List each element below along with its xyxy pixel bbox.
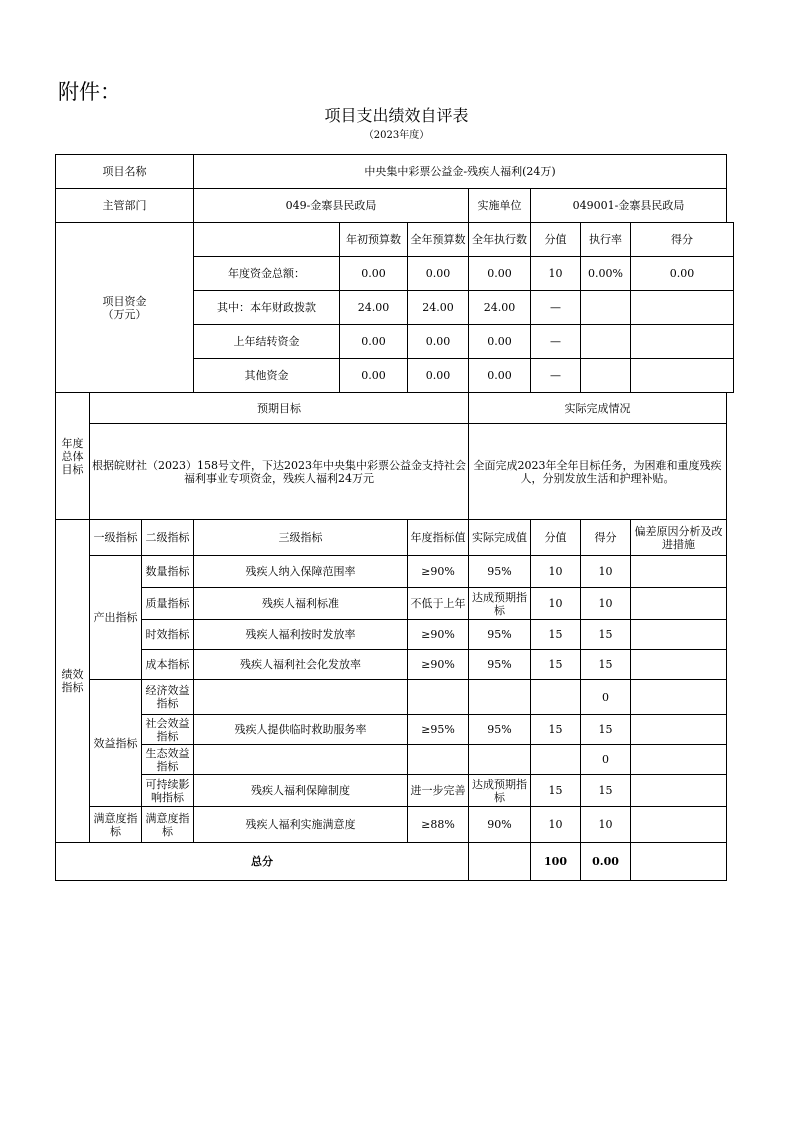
funds-header-blank <box>194 223 340 257</box>
level3-indicator <box>194 745 408 775</box>
goals-label: 年度总体目标 <box>56 393 90 520</box>
got-value: 15 <box>581 650 631 680</box>
actual-text: 全面完成2023年全年目标任务，为困难和重度残疾人，分别发放生活和护理补贴。 <box>469 424 727 520</box>
funds-value-cell: 24.00 <box>469 291 531 325</box>
got-value: 10 <box>581 556 631 588</box>
level1-indicator: 满意度指标 <box>90 807 142 843</box>
deviation-note <box>631 680 727 715</box>
table-row <box>56 155 734 189</box>
indicator-header-cell: 一级指标 <box>90 520 142 556</box>
indicator-header-cell: 三级指标 <box>194 520 408 556</box>
indicator-header-cell: 年度指标值 <box>408 520 469 556</box>
indicator-header-cell: 分值 <box>531 520 581 556</box>
actual-value: 达成预期指标 <box>469 775 531 807</box>
total-got: 0.00 <box>581 843 631 881</box>
level2-indicator: 时效指标 <box>142 620 194 650</box>
funds-value-cell <box>581 359 631 393</box>
funds-value-cell <box>631 291 734 325</box>
deviation-note <box>631 556 727 588</box>
target-value: ≥90% <box>408 620 469 650</box>
funds-header-cell: 全年执行数 <box>469 223 531 257</box>
table-row <box>56 520 734 556</box>
table-row <box>56 680 734 715</box>
target-value: ≥95% <box>408 715 469 745</box>
level2-indicator: 经济效益指标 <box>142 680 194 715</box>
total-score: 100 <box>531 843 581 881</box>
funds-value-cell: 0.00% <box>581 257 631 291</box>
table-row <box>56 424 734 520</box>
funds-value-cell: — <box>531 291 581 325</box>
unit-label: 实施单位 <box>469 189 531 223</box>
funds-row-label: 其中：本年财政拨款 <box>194 291 340 325</box>
level3-indicator: 残疾人福利标准 <box>194 588 408 620</box>
page-title: 项目支出绩效自评表 <box>324 106 469 125</box>
funds-row-label: 其他资金 <box>194 359 340 393</box>
table-row <box>56 715 734 745</box>
funds-value-cell <box>631 359 734 393</box>
level3-indicator <box>194 680 408 715</box>
level2-indicator: 质量指标 <box>142 588 194 620</box>
level3-indicator: 残疾人福利按时发放率 <box>194 620 408 650</box>
funds-header-cell: 年初预算数 <box>340 223 408 257</box>
indicator-header-cell: 得分 <box>581 520 631 556</box>
funds-header-cell: 执行率 <box>581 223 631 257</box>
indicators-label: 绩效指标 <box>56 520 90 843</box>
actual-value <box>469 680 531 715</box>
actual-value <box>469 745 531 775</box>
funds-value-cell: — <box>531 359 581 393</box>
page-subtitle: （2023年度） <box>363 130 430 141</box>
table-body <box>56 155 734 881</box>
deviation-note <box>631 775 727 807</box>
deviation-note <box>631 620 727 650</box>
actual-header: 实际完成情况 <box>469 393 727 424</box>
funds-value-cell: 24.00 <box>340 291 408 325</box>
funds-value-cell: 10 <box>531 257 581 291</box>
unit-value: 049001-金寨县民政局 <box>531 189 727 223</box>
table-row <box>56 843 734 881</box>
table-row <box>56 775 734 807</box>
table-row <box>56 223 734 257</box>
level2-indicator: 成本指标 <box>142 650 194 680</box>
deviation-note <box>631 715 727 745</box>
table-row <box>56 189 734 223</box>
target-value: ≥90% <box>408 556 469 588</box>
dept-value: 049-金寨县民政局 <box>194 189 469 223</box>
score-value: 15 <box>531 620 581 650</box>
dept-label: 主管部门 <box>56 189 194 223</box>
level2-indicator: 数量指标 <box>142 556 194 588</box>
level3-indicator: 残疾人福利社会化发放率 <box>194 650 408 680</box>
deviation-note <box>631 807 727 843</box>
table-row <box>56 588 734 620</box>
table-row <box>56 745 734 775</box>
level2-indicator: 生态效益指标 <box>142 745 194 775</box>
funds-value-cell <box>581 291 631 325</box>
table-row <box>56 650 734 680</box>
score-value <box>531 745 581 775</box>
funds-value-cell <box>631 325 734 359</box>
actual-value: 95% <box>469 620 531 650</box>
table-row <box>56 556 734 588</box>
got-value: 10 <box>581 807 631 843</box>
deviation-note <box>631 588 727 620</box>
actual-value: 95% <box>469 556 531 588</box>
total-blank <box>469 843 531 881</box>
level2-indicator: 满意度指标 <box>142 807 194 843</box>
funds-header-cell: 得分 <box>631 223 734 257</box>
score-value: 10 <box>531 588 581 620</box>
funds-value-cell: 0.00 <box>469 325 531 359</box>
funds-value-cell: 0.00 <box>469 359 531 393</box>
funds-value-cell: 0.00 <box>631 257 734 291</box>
funds-label: 项目资金 （万元） <box>56 223 194 393</box>
actual-value: 95% <box>469 715 531 745</box>
actual-value: 95% <box>469 650 531 680</box>
funds-header-cell: 全年预算数 <box>408 223 469 257</box>
got-value: 0 <box>581 680 631 715</box>
funds-value-cell: 0.00 <box>408 257 469 291</box>
level3-indicator: 残疾人福利实施满意度 <box>194 807 408 843</box>
project-name-value: 中央集中彩票公益金-残疾人福利(24万) <box>194 155 727 189</box>
score-value: 10 <box>531 556 581 588</box>
got-value: 10 <box>581 588 631 620</box>
target-value: ≥90% <box>408 650 469 680</box>
level1-indicator: 产出指标 <box>90 556 142 680</box>
actual-value: 90% <box>469 807 531 843</box>
funds-row-label: 上年结转资金 <box>194 325 340 359</box>
score-value: 10 <box>531 807 581 843</box>
target-value <box>408 680 469 715</box>
target-value: 进一步完善 <box>408 775 469 807</box>
funds-value-cell: — <box>531 325 581 359</box>
level3-indicator: 残疾人提供临时救助服务率 <box>194 715 408 745</box>
target-value: ≥88% <box>408 807 469 843</box>
deviation-note <box>631 650 727 680</box>
funds-value-cell <box>581 325 631 359</box>
funds-value-cell: 0.00 <box>340 257 408 291</box>
attachment-label: 附件： <box>58 80 121 104</box>
level2-indicator: 可持续影响指标 <box>142 775 194 807</box>
funds-value-cell: 0.00 <box>340 325 408 359</box>
expected-header: 预期目标 <box>90 393 469 424</box>
level2-indicator: 社会效益指标 <box>142 715 194 745</box>
got-value: 15 <box>581 715 631 745</box>
target-value: 不低于上年 <box>408 588 469 620</box>
funds-value-cell: 0.00 <box>408 359 469 393</box>
got-value: 0 <box>581 745 631 775</box>
indicator-header-cell: 偏差原因分析及改进措施 <box>631 520 727 556</box>
funds-row-label: 年度资金总额： <box>194 257 340 291</box>
funds-value-cell: 0.00 <box>408 325 469 359</box>
funds-header-cell: 分值 <box>531 223 581 257</box>
evaluation-table <box>55 154 734 881</box>
score-value: 15 <box>531 775 581 807</box>
got-value: 15 <box>581 620 631 650</box>
got-value: 15 <box>581 775 631 807</box>
funds-value-cell: 0.00 <box>469 257 531 291</box>
target-value <box>408 745 469 775</box>
table-row <box>56 807 734 843</box>
score-value: 15 <box>531 715 581 745</box>
funds-value-cell: 0.00 <box>340 359 408 393</box>
actual-value: 达成预期指标 <box>469 588 531 620</box>
table-row <box>56 620 734 650</box>
level3-indicator: 残疾人福利保障制度 <box>194 775 408 807</box>
table-row <box>56 393 734 424</box>
total-label: 总分 <box>56 843 469 881</box>
level1-indicator: 效益指标 <box>90 680 142 807</box>
indicator-header-cell: 实际完成值 <box>469 520 531 556</box>
level3-indicator: 残疾人纳入保障范围率 <box>194 556 408 588</box>
total-note <box>631 843 727 881</box>
indicator-header-cell: 二级指标 <box>142 520 194 556</box>
expected-text: 根据皖财社（2023）158号文件，下达2023年中央集中彩票公益金支持社会福利事业专项资金，残疾人福利24万元 <box>90 424 469 520</box>
score-value: 15 <box>531 650 581 680</box>
deviation-note <box>631 745 727 775</box>
score-value <box>531 680 581 715</box>
funds-value-cell: 24.00 <box>408 291 469 325</box>
project-name-label: 项目名称 <box>56 155 194 189</box>
